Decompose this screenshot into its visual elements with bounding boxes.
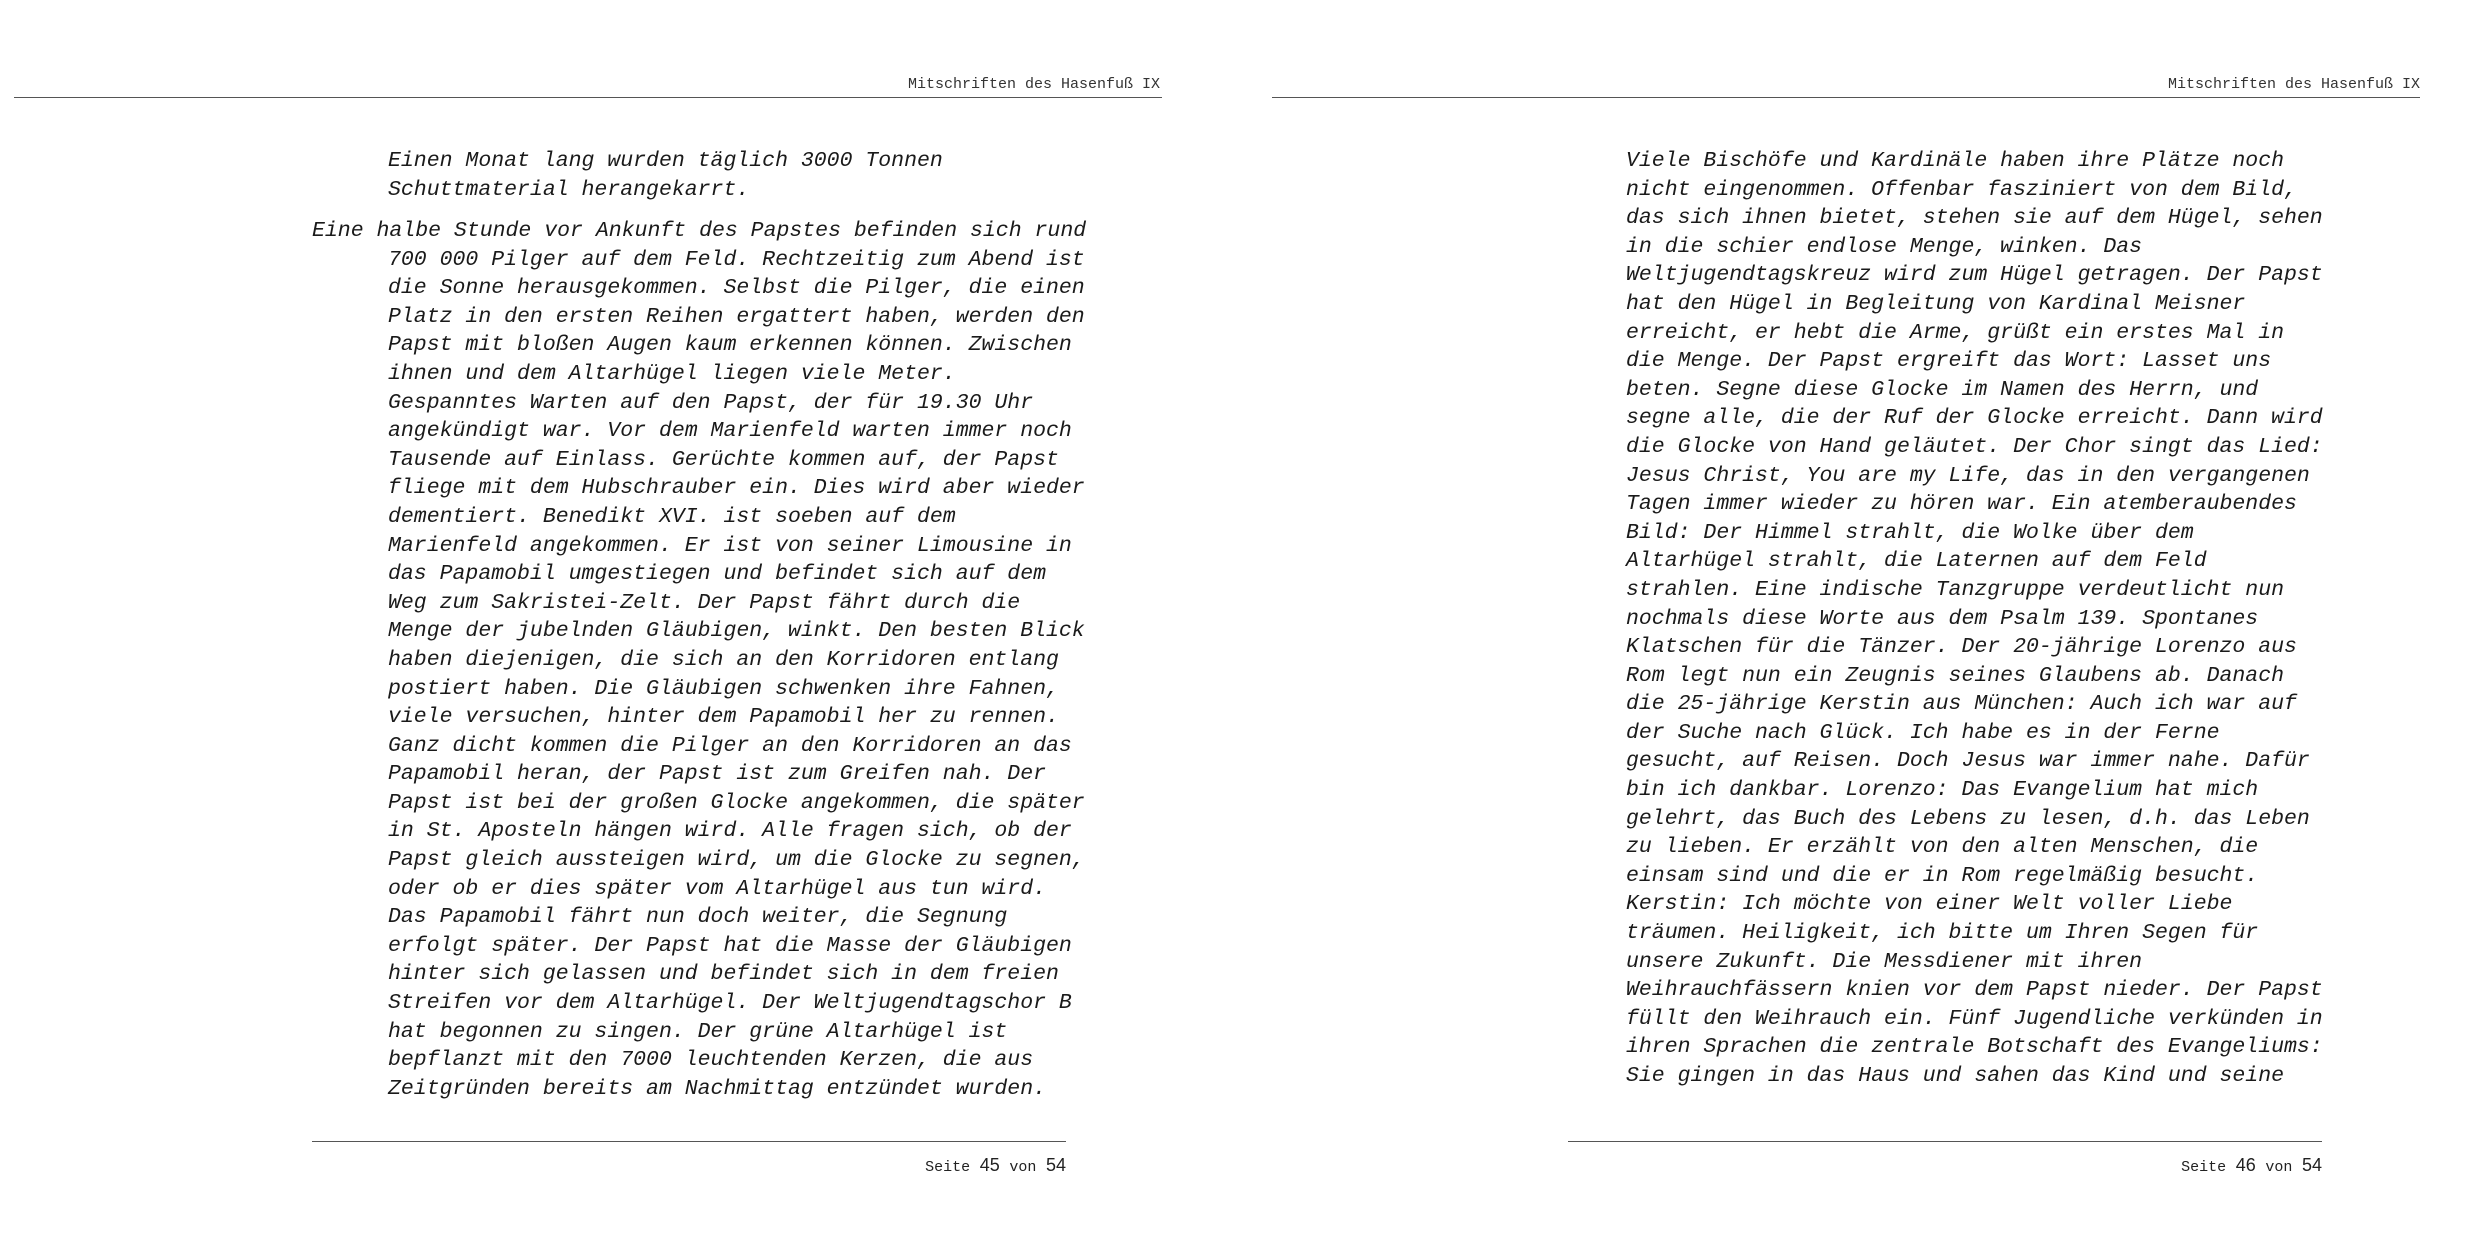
- page-footer: [2181, 1155, 2322, 1176]
- text-line: segne alle, die der Ruf der Glocke erreicht. Dann wird: [1626, 406, 2323, 431]
- text-line: Streifen vor dem Altarhügel. Der Weltjugendtagschor B: [388, 991, 1072, 1016]
- text-line: Weltjugendtagskreuz wird zum Hügel getragen. Der Papst: [1626, 263, 2323, 288]
- text-line: ihnen und dem Altarhügel liegen viele Meter.: [388, 361, 956, 386]
- header-rule: [1272, 97, 2420, 98]
- text-line: Tausende auf Einlass. Gerüchte kommen auf, der Papst: [388, 447, 1059, 472]
- text-line: Ganz dicht kommen die Pilger an den Korridoren an das: [388, 733, 1072, 758]
- text-line: Bild: Der Himmel strahlt, die Wolke über dem: [1626, 520, 2194, 545]
- text-line: Weihrauchfässern knien vor dem Papst nieder. Der Papst: [1626, 978, 2323, 1003]
- text-line: oder ob er dies später vom Altarhügel aus tun wird.: [388, 876, 1047, 901]
- text-line: in die schier endlose Menge, winken. Das: [1626, 234, 2143, 259]
- text-line: viele versuchen, hinter dem Papamobil her zu rennen.: [388, 705, 1059, 730]
- text-line: nicht eingenommen. Offenbar fasziniert von dem Bild,: [1626, 177, 2297, 202]
- text-line: Das Papamobil fährt nun doch weiter, die Segnung: [388, 905, 1008, 930]
- text-line: hat begonnen zu singen. Der grüne Altarhügel ist: [388, 1019, 1008, 1044]
- text-line: nochmals diese Worte aus dem Psalm 139. Spontanes: [1626, 606, 2259, 631]
- text-line: bepflanzt mit den 7000 leuchtenden Kerzen, die aus: [388, 1048, 1034, 1073]
- intro-paragraph: [388, 147, 943, 204]
- text-line: Marienfeld angekommen. Er ist von seiner Limousine in: [388, 533, 1072, 558]
- text-line: Eine halbe Stunde vor Ankunft des Papstes befinden sich rund: [312, 219, 1087, 243]
- text-line: Papst mit bloßen Augen kaum erkennen können. Zwischen: [388, 333, 1072, 358]
- text-line: beten. Segne diese Glocke im Namen des Herrn, und: [1626, 377, 2259, 402]
- text-line: zu lieben. Er erzählt von den alten Menschen, die: [1626, 835, 2259, 860]
- footer-label: von: [2265, 1159, 2293, 1176]
- text-line: Jesus Christ, You are my Life, das in den vergangenen: [1626, 463, 2310, 488]
- header-rule: [14, 97, 1162, 98]
- text-line: Schuttmaterial herangekarrt.: [388, 177, 750, 202]
- footer-label: von: [1009, 1159, 1037, 1176]
- text-line: gesucht, auf Reisen. Doch Jesus war immer nahe. Dafür: [1626, 749, 2310, 774]
- text-line: die Glocke von Hand geläutet. Der Chor singt das Lied:: [1626, 434, 2323, 459]
- text-line: postiert haben. Die Gläubigen schwenken ihre Fahnen,: [388, 676, 1059, 701]
- text-line: Kerstin: Ich möchte von einer Welt voller Liebe: [1626, 892, 2233, 917]
- footer-rule: [1568, 1141, 2322, 1142]
- text-line: Klatschen für die Tänzer. Der 20-jährige Lorenzo aus: [1626, 635, 2297, 660]
- text-line: die Sonne herausgekommen. Selbst die Pilger, die einen: [388, 276, 1085, 301]
- text-line: ihren Sprachen die zentrale Botschaft des Evangeliums:: [1626, 1035, 2323, 1060]
- text-line: fliege mit dem Hubschrauber ein. Dies wird aber wieder: [388, 476, 1085, 501]
- text-line: hat den Hügel in Begleitung von Kardinal Meisner: [1626, 291, 2246, 316]
- text-line: die 25-jährige Kerstin aus München: Auch ich war auf: [1626, 692, 2297, 717]
- text-line: angekündigt war. Vor dem Marienfeld warten immer noch: [388, 419, 1072, 444]
- text-line: der Suche nach Glück. Ich habe es in der Ferne: [1626, 720, 2220, 745]
- text-line: Sie gingen in das Haus und sahen das Kind und seine: [1626, 1064, 2285, 1088]
- text-line: Weg zum Sakristei-Zelt. Der Papst fährt durch die: [388, 590, 1021, 615]
- text-line: Gespanntes Warten auf den Papst, der für 19.30 Uhr: [388, 390, 1034, 415]
- text-line: Papst ist bei der großen Glocke angekommen, die später: [388, 790, 1085, 815]
- text-line: Papamobil heran, der Papst ist zum Greifen nah. Der: [388, 762, 1047, 787]
- footer-label: Seite: [2181, 1159, 2227, 1176]
- text-line: unsere Zukunft. Die Messdiener mit ihren: [1626, 949, 2143, 974]
- page-footer: [925, 1155, 1066, 1176]
- text-line: füllt den Weihrauch ein. Fünf Jugendliche verkünden in: [1626, 1006, 2323, 1031]
- page-total: 54: [2301, 1155, 2322, 1175]
- body-paragraph: [1626, 147, 2323, 1091]
- page-number: 46: [2235, 1155, 2256, 1175]
- text-line: bin ich dankbar. Lorenzo: Das Evangelium hat mich: [1626, 778, 2259, 803]
- text-line: Menge der jubelnden Gläubigen, winkt. Den besten Blick: [388, 619, 1085, 644]
- body-paragraph: [312, 217, 1086, 1103]
- text-line: erfolgt später. Der Papst hat die Masse der Gläubigen: [388, 933, 1072, 958]
- text-line: träumen. Heiligkeit, ich bitte um Ihren Segen für: [1626, 921, 2259, 946]
- text-line: Einen Monat lang wurden täglich 3000 Tonnen: [388, 149, 943, 173]
- text-line: haben diejenigen, die sich an den Korridoren entlang: [388, 647, 1059, 672]
- text-line: Tagen immer wieder zu hören war. Ein atemberaubendes: [1626, 492, 2297, 517]
- text-line: gelehrt, das Buch des Lebens zu lesen, d.h. das Leben: [1626, 806, 2310, 831]
- text-line: dementiert. Benedikt XVI. ist soeben auf dem: [388, 504, 956, 529]
- running-header: Mitschriften des Hasenfuß IX: [907, 76, 1160, 93]
- text-line: in St. Aposteln hängen wird. Alle fragen sich, ob der: [388, 819, 1072, 844]
- text-line: Platz in den ersten Reihen ergattert haben, werden den: [388, 304, 1085, 329]
- running-header: Mitschriften des Hasenfuß IX: [2167, 76, 2420, 93]
- text-line: Rom legt nun ein Zeugnis seines Glaubens ab. Danach: [1626, 663, 2285, 688]
- text-line: strahlen. Eine indische Tanzgruppe verdeutlicht nun: [1626, 577, 2285, 602]
- footer-label: Seite: [925, 1159, 971, 1176]
- footer-rule: [312, 1141, 1066, 1142]
- text-line: hinter sich gelassen und befindet sich in dem freien: [388, 962, 1059, 987]
- text-line: Viele Bischöfe und Kardinäle haben ihre Plätze noch: [1626, 149, 2285, 173]
- text-line: Altarhügel strahlt, die Laternen auf dem Feld: [1626, 549, 2207, 574]
- text-line: Zeitgründen bereits am Nachmittag entzündet wurden.: [388, 1076, 1047, 1101]
- text-line: die Menge. Der Papst ergreift das Wort: Lasset uns: [1626, 349, 2272, 374]
- text-line: Papst gleich aussteigen wird, um die Glocke zu segnen,: [388, 848, 1085, 873]
- text-line: das Papamobil umgestiegen und befindet sich auf dem: [388, 562, 1047, 587]
- page-total: 54: [1045, 1155, 1066, 1175]
- text-line: 700 000 Pilger auf dem Feld. Rechtzeitig zum Abend ist: [388, 247, 1085, 272]
- text-line: das sich ihnen bietet, stehen sie auf dem Hügel, sehen: [1626, 206, 2323, 231]
- text-line: erreicht, er hebt die Arme, grüßt ein erstes Mal in: [1626, 320, 2285, 345]
- page-number: 45: [979, 1155, 1000, 1175]
- page-right: [1240, 0, 2480, 1240]
- text-line: einsam sind und die er in Rom regelmäßig besucht.: [1626, 863, 2259, 888]
